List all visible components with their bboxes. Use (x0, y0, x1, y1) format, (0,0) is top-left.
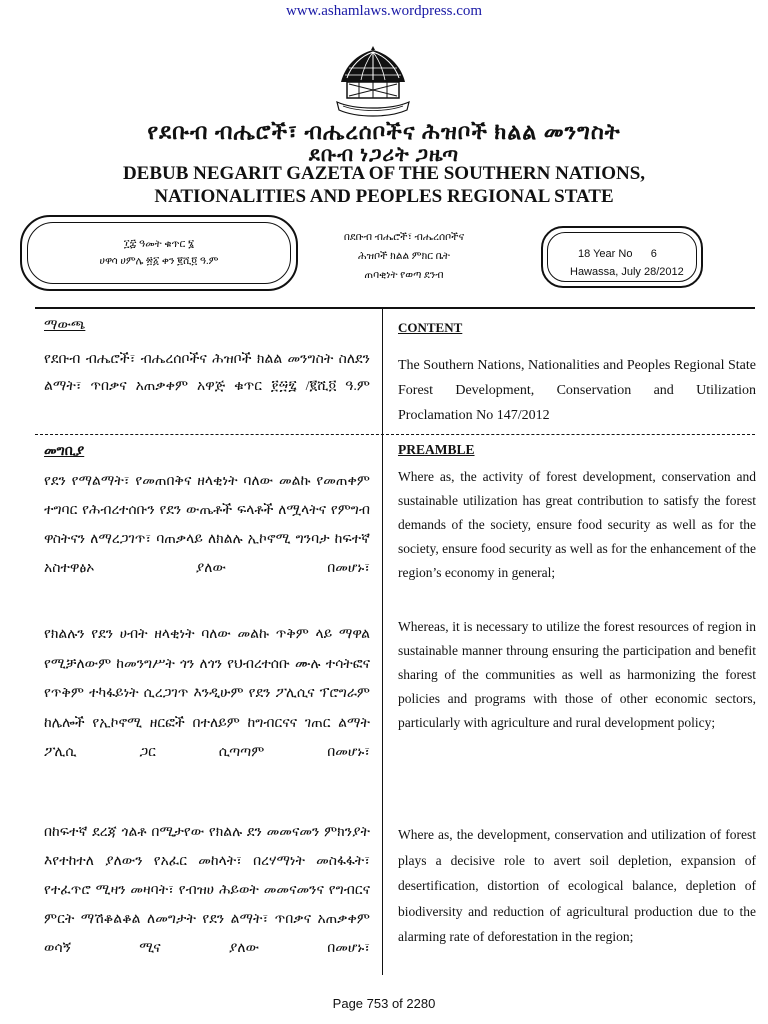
authority-line-3: ጠባቂነት የወጣ ደንብ (364, 270, 444, 281)
gazette-subtitle-amharic: ደቡብ ነጋሪት ጋዜጣ (308, 144, 460, 166)
preamble-paragraph-1-amharic: የደን የማልማት፣ የመጠበቅና ዘላቂነት ባለው መልኩ የመጠቀም ተግባር የሕብረተሰቡን የደን ውጤቶች ፍላቶች ለሟላትና የምግብ ዋስትናን ለማረጋገጥ፣ ባጠቃላይ ለክልሉ ኢኮኖሚ ግንባታ ከፍተኛ አስተዋፅኦ ያለው በመሆኑ፣ (44, 474, 370, 576)
authority-line-1: በደቡብ ብሔሮች፣ ብሔረሰቦችና (343, 232, 465, 243)
issue-info-box-english (541, 226, 703, 288)
preamble-heading-english: PREAMBLE (398, 442, 475, 457)
preamble-paragraph-3-english: Where as, the development, conservation and utilization of forest plays a decisive role to avert soil depletion, expansion of desertification, distortion of ecological balance, depletion of biodiversity and reduction of agricultural production due to the alarming rate of deforestation in the region; (398, 827, 756, 944)
section-divider-top (35, 307, 755, 309)
preamble-paragraph-2-amharic: የክልሉን የደን ሀብት ዘላቂነት ባለው መልኩ ጥቅም ላይ ማዋል የሚቻለውም ከመንግሥት ጎን ለጎን የህብረተሰቡ ሙሉ ተሳትፎና የጥቅም ተካፋይነት ሲረጋገጥ እንዲሁም የደን ፖሊሲና ፕሮግራም ከሌሎች የኢኮኖሚ ዘርፎች በተለይም ከግብርናና ገጠር ልማት ፖሊሲ ጋር ሲጣጣም በመሆኑ፣ (44, 627, 370, 760)
issue-info-box-amharic (20, 215, 298, 291)
issue-number: 6 (650, 248, 657, 260)
contents-body-amharic: የደቡብ ብሔሮች፣ ብሔረሰቦችና ሕዝቦች ክልል መንግስት ስለደን ልማት፣ ጥበቃና አጠቃቀም አዋጅ ቁጥር ፻፵፯ /፪ሺ፬ ዓ.ም (44, 352, 370, 394)
year-label: 18 Year No (578, 248, 633, 260)
page-number-footer: Page 753 of 2280 (332, 996, 436, 1011)
regional-emblem-icon (335, 44, 411, 118)
gazette-title-english-line1: DEBUB NEGARIT GAZETA OF THE SOUTHERN NATIONS, (122, 163, 646, 184)
section-divider-dashed (35, 434, 755, 435)
contents-heading-amharic: ማውጫ (44, 318, 86, 333)
contents-body-english: The Southern Nations, Nationalities and Peoples Regional State Forest Development, Conservation and Utilization Proclamation No 147/2012 (398, 358, 756, 423)
gazette-title-amharic: የደቡብ ብሔሮች፣ ብሔረሰቦችና ሕዝቦች ክልል መንግስት (147, 119, 621, 144)
preamble-paragraph-1-english: Where as, the activity of forest development, conservation and sustainable utilization has great contribution to satisfy the forest demands of the society, ensure food security as well as for the society, ensure food security as well as for the enhancement of the region’s economy in general; (398, 469, 756, 580)
preamble-heading-amharic: መግቢያ (44, 444, 85, 459)
preamble-paragraph-2-english: Whereas, it is necessary to utilize the forest resources of region in sustainable manner throung ensuring the participation and benefit sharing of the communities as well as harmonizing the forest policies and programs with those of other economic sectors, particularly with agriculture and rural development policy; (398, 619, 756, 730)
preamble-paragraph-3-amharic: በከፍተኛ ደረጃ ጎልቶ በሚታየው የክልሉ ደን መመናመን ምክንያት እየተከተለ ያለውን የአፈር መከላት፣ በረሃማነት መስፋፋት፣ የተፈጥሮ ሚዛን መዛባት፣ የብዝሀ ሕይወት መመናመንና የግብርና ምርት ማሽቆልቆል ለመግታት የደን ልማት፣ ጥበቃና አጠቃቀም ወሳኝ ሚና ያለው በመሆኑ፣ (44, 825, 370, 956)
column-divider (382, 308, 383, 975)
contents-heading-english: CONTENT (398, 320, 463, 335)
issue-year-number-amharic: ፲፰ ዓመት ቁጥር ፮ (123, 239, 195, 250)
issue-place-date-english: Hawassa, July 28/2012 (570, 266, 684, 278)
issue-year-number-english (578, 248, 657, 260)
authority-line-2: ሕዝቦች ክልል ምክር ቤት (357, 251, 451, 262)
gazette-title-english-line2: NATIONALITIES AND PEOPLES REGIONAL STATE (154, 186, 614, 207)
site-url-link[interactable]: www.ashamlaws.wordpress.com (285, 3, 483, 19)
issuing-authority-text (304, 228, 504, 285)
issue-place-date-amharic: ሀዋሳ ሀምሌ ፳፩ ቀን ፪ሺ፬ ዓ.ም (99, 256, 219, 267)
